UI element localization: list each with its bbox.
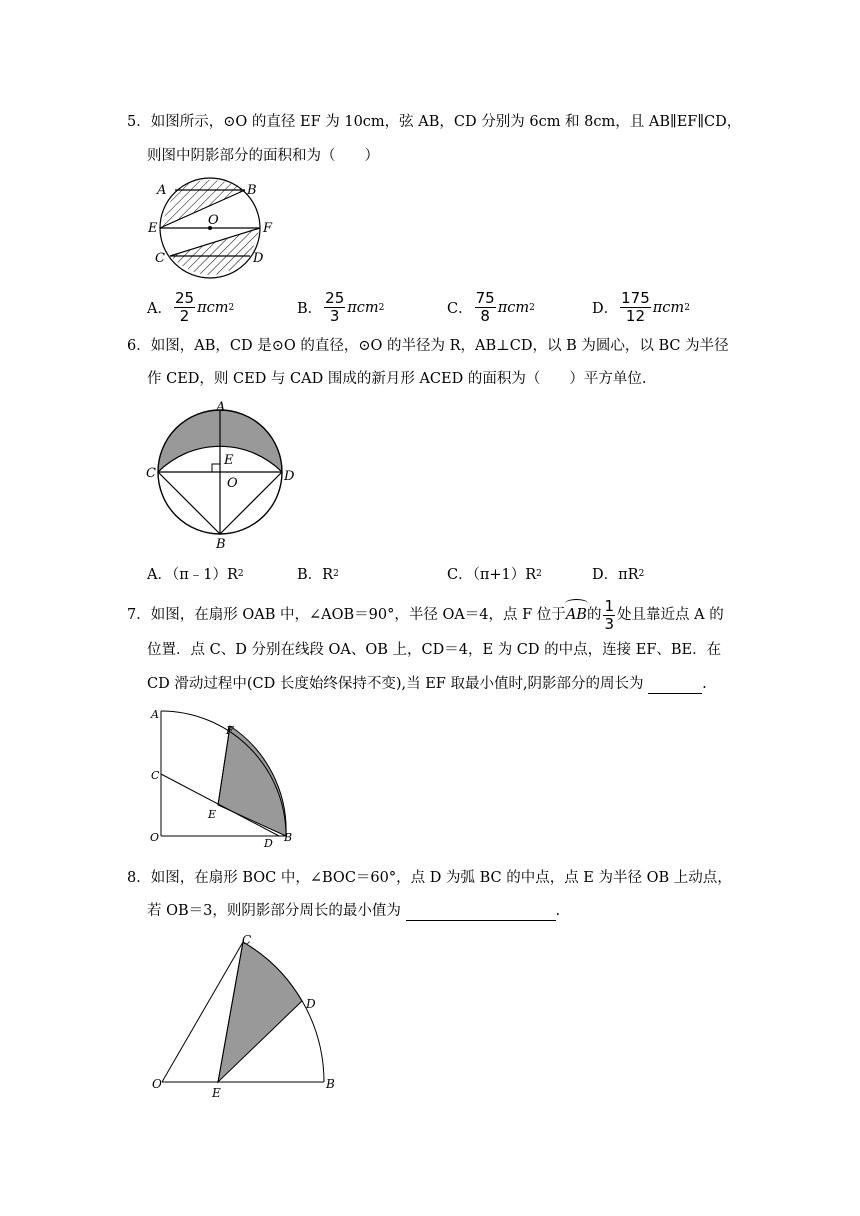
q8-line1: 8．如图，在扇形 BOC 中，∠BOC＝60°，点 D 为弧 BC 的中点，点 E 为半径 OB 上动点， — [127, 870, 732, 886]
q7-line2: 位置．点 C、D 分别在线段 OA、OB 上，CD＝4，E 为 CD 的中点，连接 EF、BE．在 — [147, 642, 722, 658]
q7-shaded-region — [218, 726, 286, 836]
q7-label-D: D — [264, 837, 273, 848]
q6-label-C: C — [146, 466, 156, 481]
q5-label-B: B — [247, 183, 257, 198]
q8-label-C: C — [242, 933, 252, 947]
q7-fraction: $\frac{1}{3}$ — [604, 596, 614, 633]
q5-number: 5． — [127, 114, 151, 130]
q5-line2 — [147, 146, 379, 166]
q7-label-F: F — [226, 724, 234, 737]
q7-figure — [148, 708, 298, 848]
q5-choice-a[interactable]: A． $\frac{25}{2}$ πcm 2 — [147, 289, 235, 325]
q7-label-A: A — [151, 708, 159, 721]
q6-line1 — [127, 336, 729, 356]
q6-number: 6． — [127, 338, 151, 354]
q8-label-O: O — [152, 1077, 162, 1091]
q5-label-E: E — [148, 221, 158, 236]
q5-label-D: D — [253, 251, 264, 266]
q6-label-A: A — [216, 400, 226, 415]
q7-answer-blank[interactable] — [648, 677, 702, 694]
q6-text2: 作 CED，则 CED 与 CAD 围成的新月形 ACED 的面积为（ ）平方单位. — [147, 371, 647, 387]
q7-label-B: B — [284, 831, 293, 844]
q7-arc-label: AB — [565, 607, 587, 623]
q7-label-E: E — [208, 808, 217, 821]
q8-label-D: D — [306, 997, 316, 1011]
q8-label-E: E — [212, 1086, 221, 1100]
q5-choice-b[interactable]: B． $\frac{25}{3}$ πcm 2 — [297, 289, 385, 325]
q6-figure — [142, 400, 302, 550]
q7-label-C: C — [151, 769, 160, 782]
q6-choice-a[interactable]: A．（π﹣1）R 2 — [147, 567, 244, 583]
q8-line2: 若 OB＝3，则阴影部分周长的最小值为 . — [147, 903, 561, 919]
q5-line1 — [127, 112, 741, 132]
q5-label-C: C — [155, 251, 165, 266]
q8-label-B: B — [326, 1077, 335, 1091]
q5-label-O: O — [208, 213, 219, 228]
q5-text1: 如图所示，⊙O 的直径 EF 为 10cm，弦 AB，CD 分别为 6cm 和 8cm，且 AB∥EF∥CD， — [150, 114, 742, 130]
q5-choice-c[interactable]: C． $\frac{75}{8}$ πcm 2 — [447, 289, 535, 325]
q5-choice-d[interactable]: D． $\frac{175}{12}$ πcm 2 — [592, 289, 690, 325]
q5-label-A: A — [157, 183, 167, 198]
q6-text1: 如图，AB，CD 是⊙O 的直径，⊙O 的半径为 R，AB⊥CD，以 B 为圆心，以 BC 为半径 — [150, 338, 729, 354]
q6-label-O: O — [227, 476, 238, 491]
q5-choices — [147, 290, 707, 330]
q5-label-F: F — [263, 221, 273, 236]
q7-label-O: O — [150, 831, 160, 844]
q6-label-B: B — [216, 537, 226, 550]
q7-line3: CD 滑动过程中(CD 长度始终保持不变),当 EF 取最小值时,阴影部分的周长为 . — [147, 676, 707, 692]
q6-choices — [147, 563, 707, 585]
q6-choice-d[interactable]: D．πR 2 — [592, 567, 645, 583]
q7-line1: 7． 如图，在扇形 OAB 中，∠AOB＝90°，半径 OA＝4，点 F 位于 AB 的 $\frac{1}{3}$ 处且靠近点 A 的 — [127, 596, 724, 633]
q5-figure — [145, 176, 285, 286]
q8-number: 8． — [127, 870, 151, 886]
q6-choice-b[interactable]: B．R 2 — [297, 567, 339, 583]
q5-text2: 则图中阴影部分的面积和为（ ） — [147, 148, 379, 164]
q6-label-E: E — [224, 453, 234, 468]
q7-number: 7． — [127, 607, 151, 623]
q6-choice-c[interactable]: C．（π+1）R 2 — [447, 567, 542, 583]
q8-figure — [148, 932, 348, 1102]
q6-line2 — [147, 369, 646, 389]
q6-label-D: D — [284, 469, 295, 484]
q8-answer-blank[interactable] — [406, 904, 556, 921]
